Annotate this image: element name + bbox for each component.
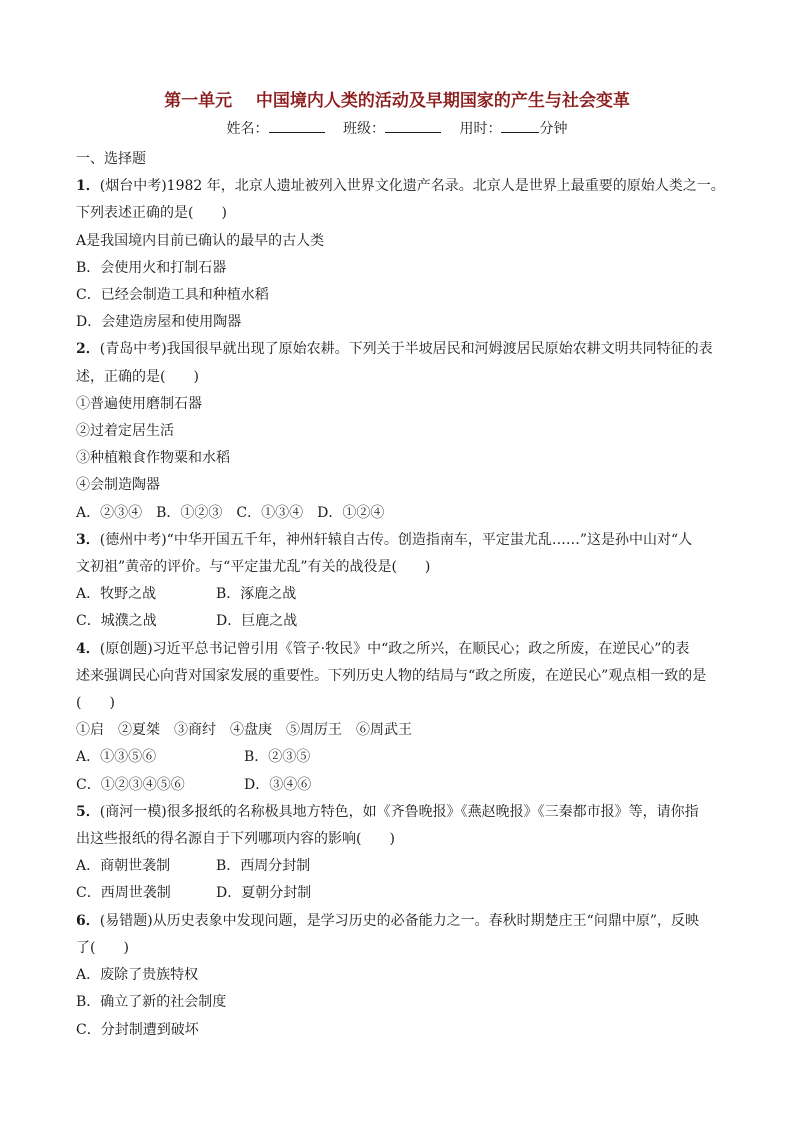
option-a[interactable]: A是我国境内目前已确认的最早的古人类 <box>76 232 325 249</box>
option-d[interactable]: D．夏朝分封制 <box>216 885 312 902</box>
option-a[interactable]: A．①③⑤⑥ <box>76 749 157 766</box>
question-text: (烟台中考)1982 年，北京人遗址被列入世界文化遗产名录。北京人是世界上最重要的原始人类之一。 <box>99 178 725 195</box>
class-label: 班级： <box>343 121 385 137</box>
question-3 <box>76 527 726 636</box>
student-info-row <box>0 118 794 138</box>
option-a[interactable]: A．商朝世袭制 <box>76 858 171 875</box>
option-c[interactable]: C．西周世袭制 <box>76 885 171 902</box>
option-c[interactable]: C．已经会制造工具和种植水稻 <box>76 287 269 304</box>
question-text: 文初祖”黄帝的评价。与“平定蚩尤乱”有关的战役是( ) <box>76 559 431 576</box>
question-number: 3． <box>76 531 100 548</box>
question-number: 2． <box>76 341 100 358</box>
option-d[interactable]: D．③④⑥ <box>244 776 312 793</box>
statement-item: ③种植粮食作物粟和水稻 <box>76 450 230 467</box>
question-text: (易错题)从历史表象中发现问题，是学习历史的必备能力之一。春秋时期楚庄王“问鼎中原”，反映 <box>99 912 699 929</box>
statement-items-row: ①启 ②夏桀 ③商纣 ④盘庚 ⑤周厉王 ⑥周武王 <box>76 722 412 739</box>
question-text: (德州中考)“中华开国五千年，神州轩辕自古传。创造指南车，平定蚩尤乱……”这是孙中山对“人 <box>99 531 693 548</box>
time-blank[interactable] <box>501 118 539 133</box>
question-number: 4． <box>76 640 100 657</box>
question-text: ( ) <box>76 695 115 712</box>
question-text: 出这些报纸的得名源自于下列哪项内容的影响( ) <box>76 831 395 848</box>
question-number: 6． <box>76 912 100 929</box>
option-d[interactable]: D．会建造房屋和使用陶器 <box>76 314 242 331</box>
question-text: 述来强调民心向背对国家发展的重要性。下列历史人物的结局与“政之所废，在逆民心”观点相一致的是 <box>76 667 707 684</box>
question-text: 下列表述正确的是( ) <box>76 205 227 222</box>
question-number: 1． <box>76 178 100 195</box>
question-text: (原创题)习近平总书记曾引用《管子·牧民》中“政之所兴，在顺民心；政之所废，在逆民心”的表 <box>99 640 690 657</box>
section-heading: 一、选择题 <box>76 151 146 167</box>
option-a[interactable]: A．牧野之战 <box>76 586 157 603</box>
question-text: (青岛中考)我国很早就出现了原始农耕。下列关于半坡居民和河姆渡居民原始农耕文明共同特征的表 <box>99 341 713 358</box>
option-b[interactable]: B．涿鹿之战 <box>216 586 297 603</box>
name-blank[interactable] <box>269 118 325 133</box>
question-6 <box>76 908 726 1044</box>
statement-item: ①普遍使用磨制石器 <box>76 395 202 412</box>
question-2 <box>76 336 726 526</box>
option-c[interactable]: C．①②③④⑤⑥ <box>76 776 185 793</box>
question-1 <box>76 173 726 336</box>
page-title: 第一单元 中国境内人类的活动及早期国家的产生与社会变革 <box>164 91 630 111</box>
option-c[interactable]: C．分封制遭到破坏 <box>76 1021 199 1038</box>
time-unit: 分钟 <box>539 121 568 137</box>
statement-item: ④会制造陶器 <box>76 477 160 494</box>
option-b[interactable]: B．西周分封制 <box>216 858 311 875</box>
option-a[interactable]: A．废除了贵族特权 <box>76 967 199 984</box>
question-5 <box>76 799 726 908</box>
option-d[interactable]: D．巨鹿之战 <box>216 613 298 630</box>
question-4 <box>76 636 726 799</box>
question-number: 5． <box>76 803 100 820</box>
time-label: 用时： <box>459 121 502 137</box>
option-b[interactable]: B．确立了新的社会制度 <box>76 994 227 1011</box>
option-b[interactable]: B．会使用火和打制石器 <box>76 259 227 276</box>
statement-item: ②过着定居生活 <box>76 423 174 440</box>
options-row[interactable]: A．②③④ B．①②③ C．①③④ D．①②④ <box>76 504 385 521</box>
question-text: 了( ) <box>76 939 129 956</box>
option-b[interactable]: B．②③⑤ <box>244 749 311 766</box>
question-text: 述，正确的是( ) <box>76 368 199 385</box>
name-label: 姓名： <box>226 121 269 137</box>
question-text: (商河一模)很多报纸的名称极具地方特色，如《齐鲁晚报》《燕赵晚报》《三秦都市报》等，请你指 <box>99 803 699 820</box>
question-list <box>76 146 726 1044</box>
class-blank[interactable] <box>385 118 441 133</box>
option-c[interactable]: C．城濮之战 <box>76 613 157 630</box>
